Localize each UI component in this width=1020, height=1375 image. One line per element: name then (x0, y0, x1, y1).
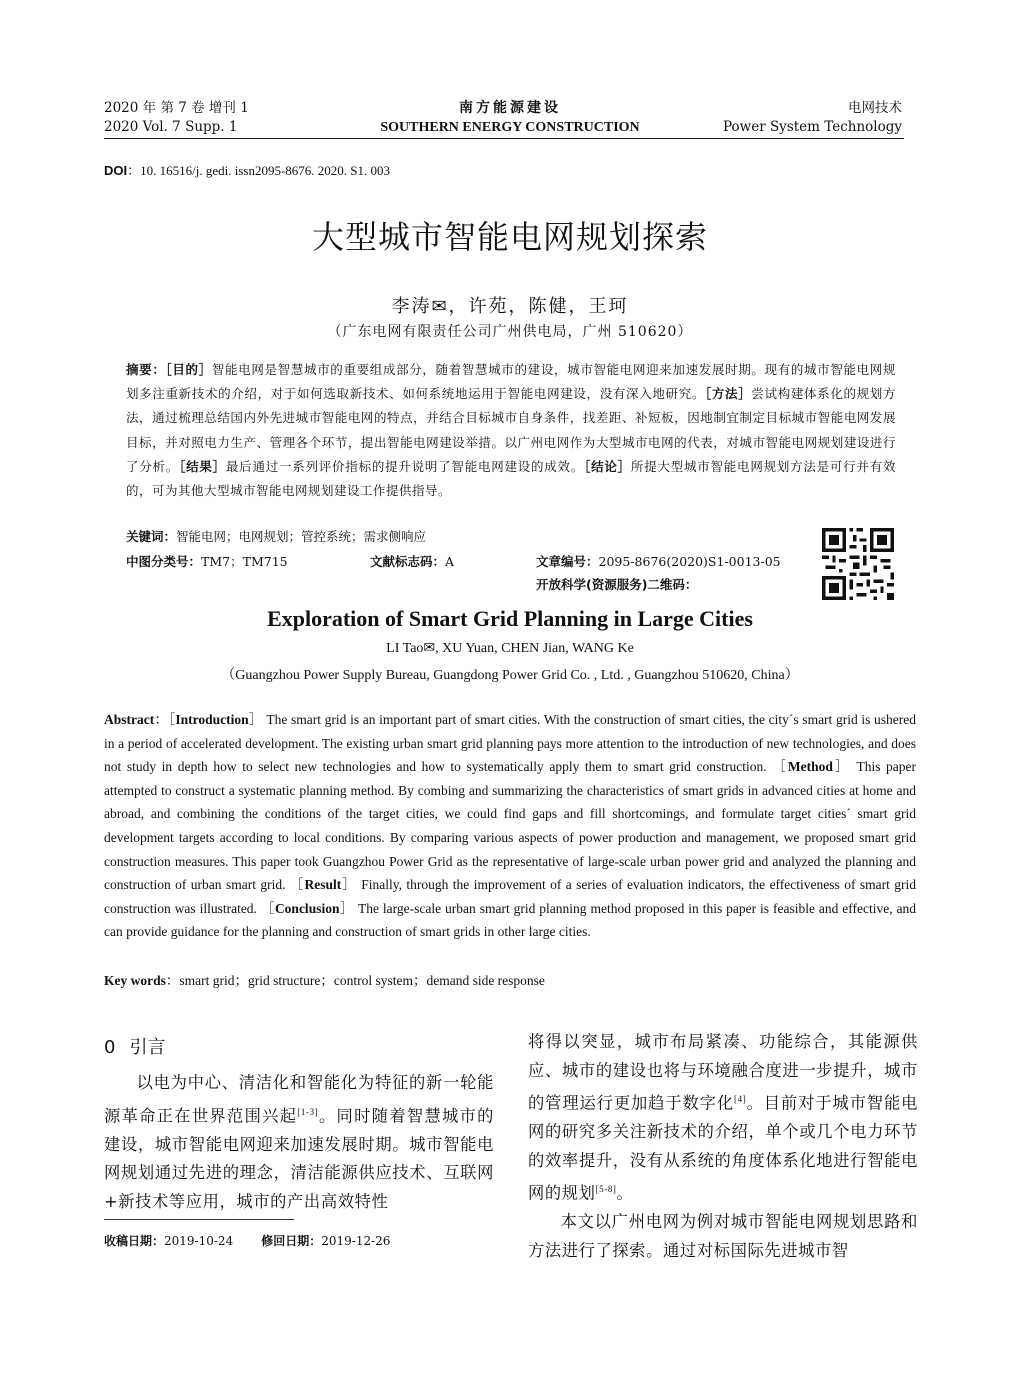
footnote-divider (104, 1219, 294, 1220)
keywords-en-value: ：smart grid；grid structure；control system；demand side response (165, 973, 545, 988)
abstract-en-method: This paper attempted to construct a systematic planning method. By combing and summarizing the characteristics of smart grids in advanced cities at home and abroad, and combining the conditions of the target cities, we could find gaps and fill shortcomings, and formulate target cities´ smart grid development targets according to local conditions. By comparing various aspects of power production and management, we proposed smart grid construction measures. This paper took Guangzhou Power Grid as the representative of large-scale urban power grid and analyzed the planning and construction of urban smart grid. (104, 759, 917, 893)
paragraph: 本文以广州电网为例对城市智能电网规划思路和方法进行了探索。通过对标国际先进城市智 (528, 1212, 918, 1260)
section-cn: 电网技术 (848, 100, 902, 116)
article-number (536, 552, 781, 570)
affiliation-cn: （广东电网有限责任公司广州供电局，广州 510620） (327, 324, 693, 340)
tag-result-en: Result (304, 877, 342, 893)
abstract-en-conclusion: The large-scale urban smart grid planning method proposed in this paper is feasible and effective, and can provide guidance for the planning and construction of smart grids in other large cities. (104, 900, 917, 940)
paragraph-text: 将得以突显，城市布局紧凑、功能综合，其能源供应、城市的建设也将与环境融合度进一步提升，城市的管理运行更加趋于数字化 (528, 1032, 918, 1113)
revised-label: 修回日期： (261, 1234, 322, 1248)
abstract-en: Abstract：［Introduction］ The smart grid is an important part of smart cities. With the construction of smart cities, the city´s smart grid is ushered in a period of accelerated development. The existing urban smart grid planning pays more attention to the introduction of new technologies, and does not study in depth how to select new technologies and how to systematically apply them to smart grid construction. ［Method］ This paper attempted to construct a systematic planning method. By combing and summarizing the characteristics of smart grids in advanced cities at home and abroad, and combining the conditions of the target cities, we could find gaps and fill shortcomings, and formulate target cities´ smart grid development targets according to local conditions. By comparing various aspects of power production and management, we proposed smart grid construction measures. This paper took Guangzhou Power Grid as the representative of large-scale urban power grid and analyzed the planning and construction of urban smart grid. ［Result］ Finally, through the improvement of a series of evaluation indicators, the effectiveness of smart grid construction was illustrated. ［Conclusion］ The large-scale urban smart grid planning method proposed in this paper is feasible and effective, and can provide guidance for the planning and construction of smart grids in other large cities. (104, 712, 917, 940)
article-number-label: 文章编号： (536, 554, 599, 569)
paragraph (104, 1069, 494, 1216)
abstract-cn-result: 最后通过一系列评价指标的提升说明了智能电网建设的成效。 (225, 458, 585, 474)
citation[interactable]: [4] (734, 1094, 747, 1105)
abstract-cn-label: 摘要： (126, 362, 166, 377)
doi-value: ：10. 16516/j. gedi. issn2095-8676. 2020. S1. 003 (127, 163, 391, 178)
abstract-cn-conclusion: 所提大型城市智能电网规划方法是可行并有效的，可为其他大型城市智能电网规划建设工作提供指导。 (126, 458, 896, 499)
qr-code-icon[interactable] (822, 528, 894, 600)
abstract-en-label: Abstract (104, 712, 155, 727)
paragraph-text: 。 (616, 1183, 634, 1203)
section-heading (104, 1033, 494, 1059)
journal-issue-info (104, 99, 249, 137)
header-divider (104, 138, 904, 139)
section-title: 引言 (129, 1037, 166, 1058)
keywords-en (104, 969, 545, 989)
body-column-left (104, 1069, 494, 1216)
keywords-cn (126, 527, 426, 545)
journal-name-en: SOUTHERN ENERGY CONSTRUCTION (380, 120, 640, 135)
affiliation-en: （Guangzhou Power Supply Bureau, Guangdong Power Grid Co. , Ltd. , Guangzhou 510620, China） (221, 668, 799, 683)
authors-cn: 李涛✉，许苑，陈健，王珂 (391, 296, 629, 317)
tag-method-en: Method (787, 759, 833, 775)
document-code (370, 552, 454, 570)
abstract-en-intro: The smart grid is an important part of smart cities. With the construction of smart cities, the city´s smart grid is ushered in a period of accelerated development. The existing urban smart grid planning pays more attention to the introduction of new technologies, and does not study in depth how to select new technologies and how to systematically apply them to smart grid construction. (104, 712, 917, 775)
keywords-cn-value: 智能电网；电网规划；管控系统；需求侧响应 (176, 529, 427, 544)
keywords-en-label: Key words (104, 973, 166, 988)
tag-method-cn: ［方法］ (704, 386, 752, 402)
issue-cn: 2020 年 第 7 卷 增刊 1 (104, 100, 249, 116)
tag-intro-en: Introduction (175, 712, 249, 727)
doi-line (104, 160, 390, 179)
section-number: 0 (104, 1037, 116, 1058)
open-science-qr-label (536, 575, 697, 593)
clc-number (126, 552, 288, 570)
abstract-cn (126, 358, 896, 503)
paragraph-text: 以电为中心、清洁化和智能化为特征的新一轮能源革命正在世界范围兴起 (104, 1073, 494, 1126)
citation[interactable]: [1-3] (297, 1106, 319, 1117)
journal-name (360, 99, 660, 137)
doc-code-value: A (445, 554, 455, 569)
tag-conclusion-en: Conclusion (274, 900, 340, 916)
oa-label: 开放科学(资源服务)二维码： (536, 577, 698, 592)
journal-section (723, 99, 902, 137)
tag-conclusion-cn: ［结论］ (584, 458, 631, 474)
body-column-right (528, 1028, 918, 1266)
authors-en: LI Tao✉, XU Yuan, CHEN Jian, WANG Ke (386, 641, 634, 656)
paper-title-cn: 大型城市智能电网规划探索 (311, 218, 708, 256)
keywords-cn-label: 关键词： (126, 529, 177, 544)
issue-en: 2020 Vol. 7 Supp. 1 (104, 119, 238, 135)
abstract-en-result: Finally, through the improvement of a series of evaluation indicators, the effectiveness of smart grid construction was illustrated. (104, 877, 917, 916)
paragraph-text: 。同时随着智慧城市的建设，城市智能电网迎来加速发展时期。城市智能电网规划通过先进的理念，清洁能源供应技术、互联网+新技术等应用，城市的产出高效特性 (104, 1106, 494, 1211)
footnote-dates (104, 1232, 390, 1249)
paragraph-text: 。目前对于城市智能电网的研究多关注新技术的介绍，单个或几个电力环节的效率提升，没有从系统的角度体系化地进行智能电网的规划 (528, 1093, 918, 1203)
revised-date: 2019-12-26 (321, 1234, 391, 1248)
abstract-cn-method: 尝试构建体系化的规划方法，通过梳理总结国内外先进城市智能电网的特点，并结合目标城市自身条件，找差距、补短板，因地制宜制定目标城市智能电网发展目标，并对照电力生产、管理各个环节，提出智能电网建设举措。以广州电网作为大型城市电网的代表，对城市智能电网规划建设进行了分析。 (126, 386, 896, 474)
citation[interactable]: [5-8] (595, 1184, 617, 1195)
received-label: 收稿日期： (104, 1234, 165, 1248)
paragraph (528, 1028, 918, 1208)
clc-value: TM7；TM715 (201, 554, 288, 569)
abstract-cn-intro: 智能电网是智慧城市的重要组成部分，随着智慧城市的建设，城市智能电网迎来加速发展时期。现有的城市智能电网规划多注重新技术的介绍，对于如何选取新技术、如何系统地运用于智能电网建设，没有深入地研究。 (126, 362, 896, 402)
clc-label: 中图分类号： (126, 554, 202, 569)
section-en: Power System Technology (722, 119, 902, 135)
journal-name-cn: 南方能源建设 (459, 100, 561, 116)
doc-code-label: 文献标志码： (370, 554, 446, 569)
paper-title-en: Exploration of Smart Grid Planning in Large Cities (267, 606, 753, 631)
tag-result-cn: ［结果］ (179, 458, 226, 474)
doi-label: DOI (104, 163, 128, 178)
tag-intro-cn: ［目的］ (165, 362, 212, 377)
received-date: 2019-10-24 (164, 1234, 234, 1248)
article-number-value: 2095-8676(2020)S1-0013-05 (598, 554, 781, 569)
